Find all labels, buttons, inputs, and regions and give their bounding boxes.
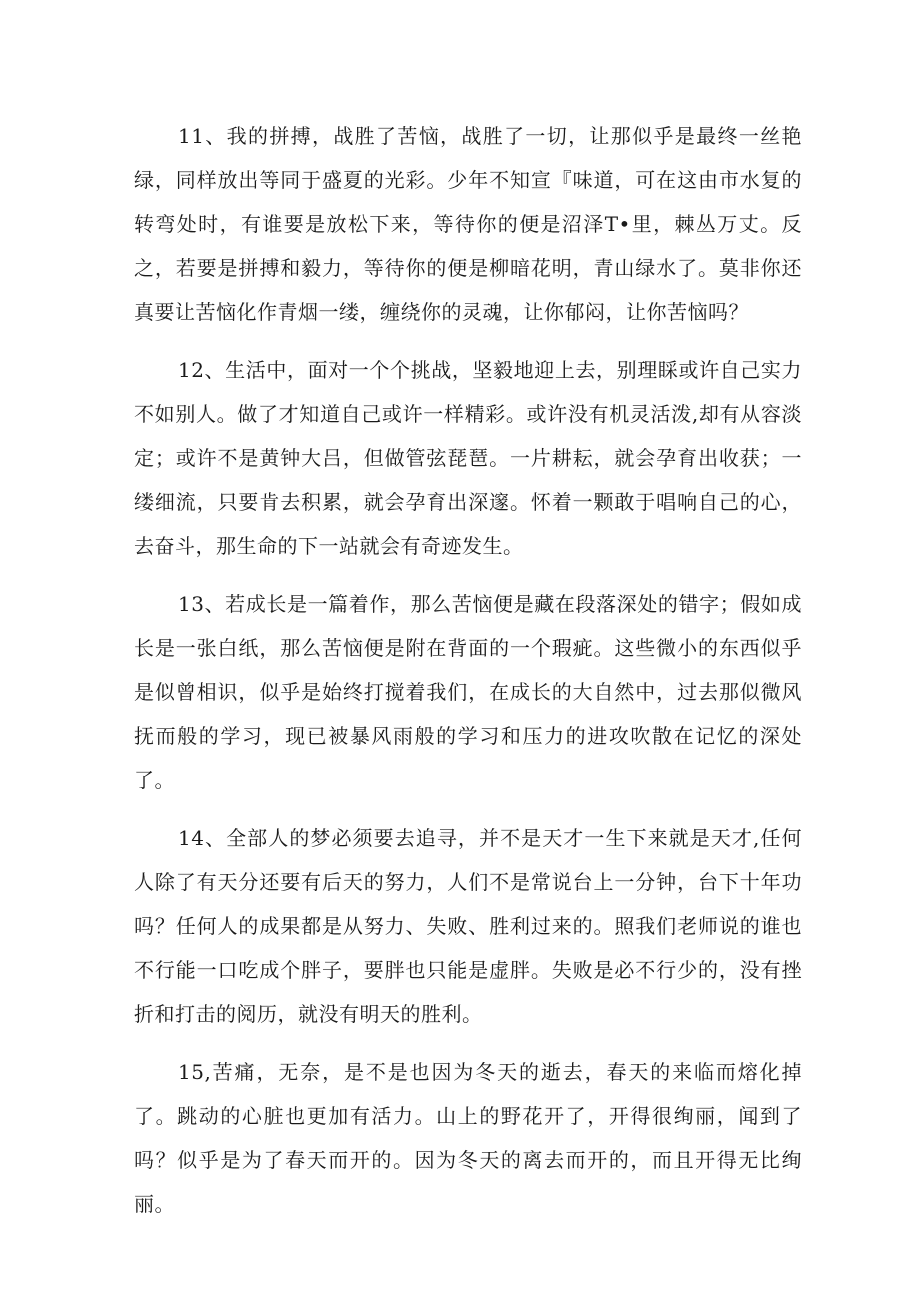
paragraph-12: 12、生活中，面对一个个挑战，坚毅地迎上去，别理睬或许自己实力不如别人。做了才知道自己或许一样精彩。或许没有机灵活泼,却有从容淡定；或许不是黄钟大吕，但做管弦琵琶。一片耕耘，就会孕育出收获；一缕细流，只要肯去积累，就会孕育出深邃。怀着一颗敢于唱响自己的心，去奋斗，那生命的下一站就会有奇迹发生。 <box>134 358 802 558</box>
paragraph-15: 15,苦痛，无奈，是不是也因为冬天的逝去，春天的来临而熔化掉了。跳动的心脏也更加有活力。山上的野花开了，开得很绚丽，闻到了吗？似乎是为了春天而开的。因为冬天的离去而开的，而且开得无比绚丽。 <box>134 1060 802 1216</box>
paragraph-13: 13、若成长是一篇着作，那么苦恼便是藏在段落深处的错字；假如成长是一张白纸，那么苦恼便是附在背面的一个瑕疵。这些微小的东西似乎是似曾相识，似乎是始终打搅着我们，在成长的大自然中，过去那似微风抚而般的学习，现已被暴风雨般的学习和压力的进攻吹散在记忆的深处了。 <box>134 592 802 792</box>
paragraph-11: 11、我的拼搏，战胜了苦恼，战胜了一切，让那似乎是最终一丝艳绿，同样放出等同于盛夏的光彩。少年不知宣『味道，可在这由市水复的转弯处时，有谁要是放松下来，等待你的便是沼泽T•里，棘丛万丈。反之，若要是拼搏和毅力，等待你的便是柳暗花明，青山绿水了。莫非你还真要让苦恼化作青烟一缕，缠绕你的灵魂，让你郁闷，让你苦恼吗？ <box>134 124 802 324</box>
paragraph-14: 14、全部人的梦必须要去追寻，并不是天才一生下来就是天才,任何人除了有天分还要有后天的努力，人们不是常说台上一分钟，台下十年功吗？任何人的成果都是从努力、失败、胜利过来的。照我们老师说的谁也不行能一口吃成个胖子，要胖也只能是虚胖。失败是必不行少的，没有挫折和打击的阅历，就没有明天的胜利。 <box>134 826 802 1026</box>
document-body <box>134 114 802 1226</box>
